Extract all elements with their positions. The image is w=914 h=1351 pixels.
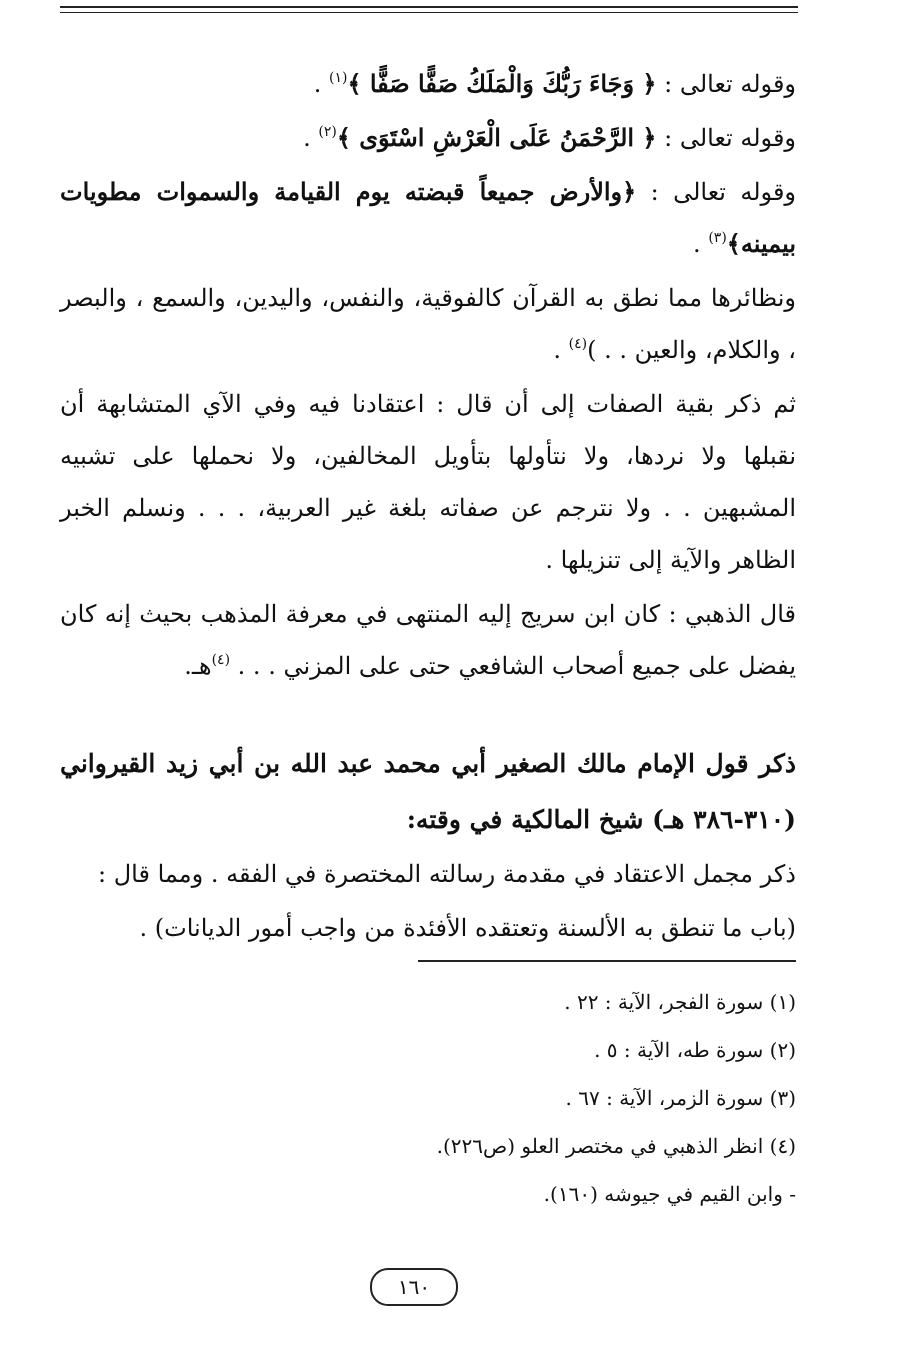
- sentence-end: .: [303, 124, 319, 152]
- verse-intro: وقوله تعالى :: [656, 70, 796, 98]
- verse-paragraph-2: [60, 112, 796, 164]
- footnote-4-continuation: - وابن القيم في جيوشه (١٦٠).: [543, 1182, 796, 1206]
- header-rule: [60, 6, 798, 8]
- paragraph-text: ونظائرها مما نطق به القرآن كالفوقية، والنفس، واليدين، والسمع ، والبصر ، والكلام، والعين . . ): [60, 284, 796, 364]
- sentence-end: هـ.: [184, 652, 212, 680]
- footnote-ref: (٤): [568, 336, 588, 352]
- verse-paragraph-3: [60, 166, 796, 270]
- quran-quote: ﴿ الرَّحْمَنُ عَلَى الْعَرْشِ اسْتَوَى ﴾: [336, 123, 657, 152]
- text-paragraph-5: [60, 378, 796, 586]
- footnote-ref: (٤): [211, 652, 231, 668]
- footnote-separator: [418, 960, 796, 962]
- footnote-ref: (٣): [708, 230, 727, 246]
- footnote-ref: (١): [328, 70, 348, 86]
- text-paragraph-4: [60, 272, 796, 376]
- header-rule-thin: [60, 12, 798, 13]
- text-paragraph-8: (باب ما تنطق به الألسنة وتعتقده الأفئدة من واجب أمور الديانات) .: [139, 914, 796, 942]
- page-number: ١٦٠: [370, 1268, 458, 1306]
- quran-quote: ﴿ وَجَاءَ رَبُّكَ وَالْمَلَكُ صَفًّا صَفًّا ﴾: [347, 69, 657, 98]
- footnote-ref: (٢): [318, 124, 337, 140]
- sentence-end: .: [553, 336, 569, 364]
- footnotes: [60, 978, 796, 1218]
- paragraph-text: ثم ذكر بقية الصفات إلى أن قال : اعتقادنا فيه وفي الآي المتشابهة أن نقبلها ولا نردها، ولا نتأولها بتأويل المخالفين، ولا نحملها على تشبيه المشبهين . . ولا نترجم عن صفاته بلغة غير العربية، . . . ونسلم الخبر الظاهر والآية إلى تنزيلها .: [60, 390, 796, 574]
- footnote-1: (١) سورة الفجر، الآية : ٢٢ .: [564, 990, 796, 1014]
- footnote-3: (٣) سورة الزمر، الآية : ٦٧ .: [565, 1086, 796, 1110]
- page-body: [60, 58, 796, 954]
- quran-quote: ﴿والأرض جميعاً قبضته يوم القيامة والسموات مطويات بيمينه﴾: [60, 177, 796, 258]
- text-paragraph-7: ذكر مجمل الاعتقاد في مقدمة رسالته المختصرة في الفقه . ومما قال :: [98, 860, 796, 888]
- section-heading: ذكر قول الإمام مالك الصغير أبي محمد عبد الله بن أبي زيد القيرواني (٣١٠-٣٨٦ هـ) شيخ المالكية في وقته:: [60, 749, 796, 834]
- verse-intro: وقوله تعالى :: [636, 178, 796, 206]
- footnote-4: (٤) انظر الذهبي في مختصر العلو (ص٢٢٦).: [436, 1134, 796, 1158]
- sentence-end: .: [693, 230, 709, 258]
- verse-paragraph-1: [60, 58, 796, 110]
- text-paragraph-6: [60, 588, 796, 692]
- footnote-2: (٢) سورة طه، الآية : ٥ .: [594, 1038, 796, 1062]
- verse-intro: وقوله تعالى :: [656, 124, 796, 152]
- sentence-end: .: [313, 70, 329, 98]
- paragraph-text: قال الذهبي : كان ابن سريج إليه المنتهى في معرفة المذهب بحيث إنه كان يفضل على جميع أصحاب الشافعي حتى على المزني . . .: [60, 600, 796, 680]
